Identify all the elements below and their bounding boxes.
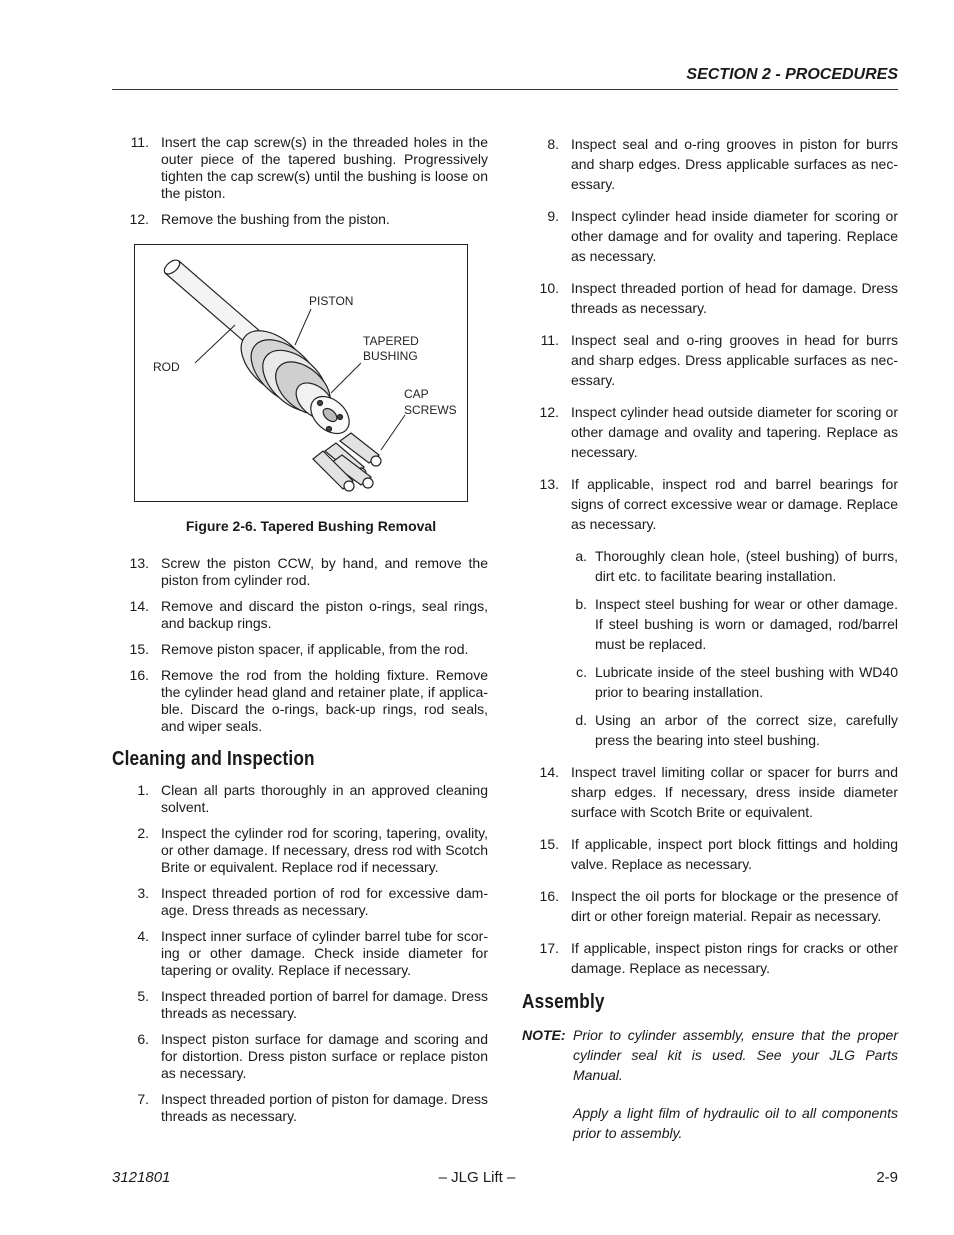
label-screws: SCREWS <box>404 403 457 417</box>
sub-list-item: a. Thoroughly clean hole, (steel bushing) of burrs, dirt etc. to facilitate bearing installation. <box>575 548 898 584</box>
tapered-bushing-figure <box>134 244 468 502</box>
list-item: 7. Inspect threaded portion of piston for damage. Dress threads as necessary. <box>137 1091 488 1124</box>
list-item: 11. Insert the cap screw(s) in the threaded holes in the outer piece of the tapered bushing. Progressively tighten the cap screw(s) until the bushing is loose on the piston. <box>130 134 488 201</box>
tapered-bushing-drawing <box>135 245 467 501</box>
list-item: 16. Inspect the oil ports for blockage or the presence of dirt or other foreign material. Repair as necessary. <box>539 888 898 924</box>
list-item: 10. Inspect threaded portion of head for damage. Dress threads as necessary. <box>539 280 898 316</box>
list-item: 12. Remove the bushing from the piston. <box>129 211 390 227</box>
list-item: 12. Inspect cylinder head outside diameter for scoring or other damage and ovality and tapering. Replace as necessary. <box>539 404 898 460</box>
heading-cleaning-inspection: Cleaning and Inspection <box>112 748 315 770</box>
list-item: 15. If applicable, inspect port block fittings and holding valve. Replace as necessary. <box>539 836 898 872</box>
label-piston: PISTON <box>309 294 354 308</box>
sub-list-item: c. Lubricate inside of the steel bushing with WD40 prior to bearing installation. <box>576 664 898 700</box>
list-item: 14. Remove and discard the piston o-rings, seal rings, and backup rings. <box>129 598 488 631</box>
page-number: 2-9 <box>876 1169 898 1186</box>
document-number: 3121801 <box>112 1169 171 1186</box>
footer-title: – JLG Lift – <box>438 1169 516 1186</box>
list-item: 4. Inspect inner surface of cylinder barrel tube for scor-ing or other damage. Check inside diameter for tapering or ovality. Replace if necessary. <box>137 928 488 978</box>
label-cap: CAP <box>404 387 429 401</box>
list-item: 13. Screw the piston CCW, by hand, and remove the piston from cylinder rod. <box>129 555 488 588</box>
list-item: 5. Inspect threaded portion of barrel for damage. Dress threads as necessary. <box>137 988 488 1021</box>
label-rod: ROD <box>153 360 180 374</box>
list-item: 11. Inspect seal and o-ring grooves in head for burrs and sharp edges. Dress applicable surfaces as nec-essary. <box>540 332 898 388</box>
sub-list-item: b. Inspect steel bushing for wear or other damage. If steel bushing is worn or damaged, rod/barrel must be replaced. <box>575 596 898 652</box>
list-item: 15. Remove piston spacer, if applicable, from the rod. <box>129 641 469 657</box>
assembly-note <box>522 1025 898 1143</box>
label-bushing: BUSHING <box>363 349 418 363</box>
figure-caption: Figure 2-6. Tapered Bushing Removal <box>185 518 437 534</box>
list-item: 8. Inspect seal and o-ring grooves in piston for burrs and sharp edges. Dress applicable surfaces as nec-essary. <box>547 136 898 192</box>
list-item: 2. Inspect the cylinder rod for scoring, tapering, ovality, or other damage. If necessary, dress rod with Scotch Brite or equivalent. Replace rod if necessary. <box>137 825 488 875</box>
list-item: 14. Inspect travel limiting collar or spacer for burrs and sharp edges. If necessary, dress inside diameter surface with Scotch Brite or equivalent. <box>539 764 898 820</box>
header-rule <box>112 89 898 90</box>
label-tapered: TAPERED <box>363 334 419 348</box>
list-item: 17. If applicable, inspect piston rings for cracks or other damage. Replace as necessary. <box>539 940 898 976</box>
note-label: NOTE: <box>522 1027 566 1043</box>
heading-assembly: Assembly <box>522 991 605 1013</box>
section-header: SECTION 2 - PROCEDURES <box>686 66 898 83</box>
list-item: 6. Inspect piston surface for damage and scoring and for distortion. Dress piston surface or replace piston as necessary. <box>137 1031 488 1081</box>
list-item: 1. Clean all parts thoroughly in an approved cleaning solvent. <box>137 782 488 815</box>
left-column <box>112 134 488 1134</box>
list-item: 3. Inspect threaded portion of rod for excessive dam-age. Dress threads as necessary. <box>137 885 488 918</box>
list-item: 13. If applicable, inspect rod and barrel bearings for signs of correct excessive wear or damage. Replace as necessary. <box>539 476 898 532</box>
sub-list-item: d. Using an arbor of the correct size, carefully press the bearing into steel bushing. <box>575 712 898 748</box>
list-item: 16. Remove the rod from the holding fixture. Remove the cylinder head gland and retainer plate, if applica-ble. Discard the o-rings, back-up rings, rod seals, and wiper seals. <box>129 667 488 734</box>
note-paragraph: Apply a light film of hydraulic oil to all components prior to assembly. <box>573 1105 898 1141</box>
list-item: 9. Inspect cylinder head inside diameter for scoring or other damage and for ovality and tapering. Replace as necessary. <box>547 208 898 264</box>
note-paragraph: Prior to cylinder assembly, ensure that the proper cylinder seal kit is used. See your JLG Parts Manual. <box>573 1027 898 1083</box>
right-column <box>522 134 898 1161</box>
